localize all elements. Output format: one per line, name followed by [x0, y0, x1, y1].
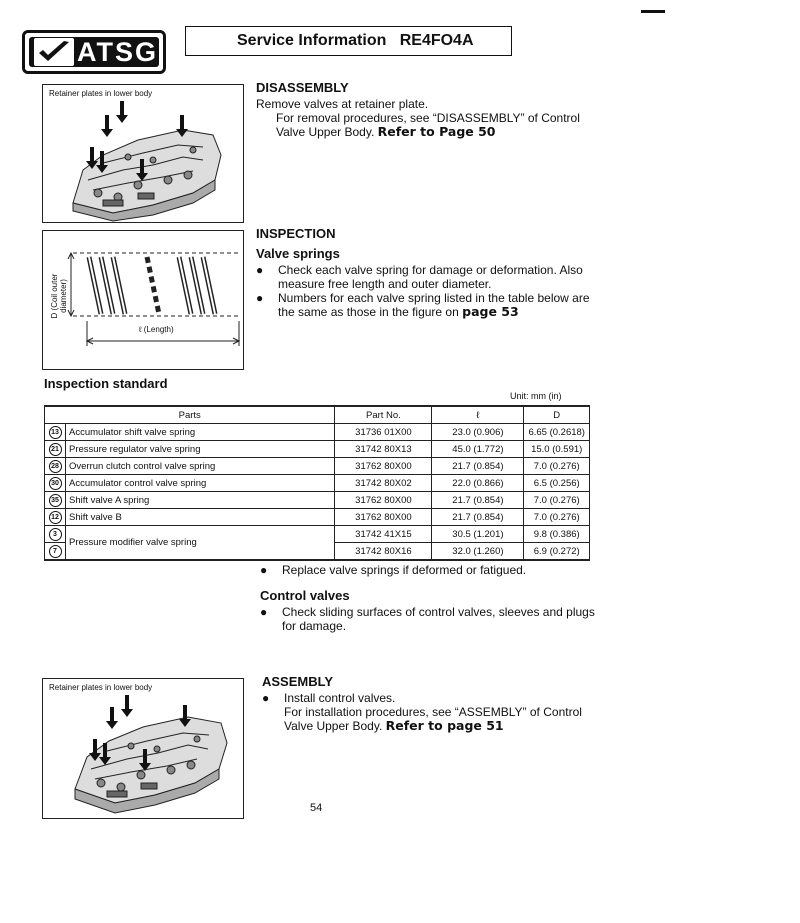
bullet-icon: ●: [260, 605, 268, 619]
disassembly-line1: Remove valves at retainer plate.: [256, 97, 429, 111]
part-name: Pressure regulator valve spring: [66, 441, 335, 458]
length-value: 21.7 (0.854): [432, 509, 524, 526]
valve-body-illustration: [43, 85, 243, 222]
replace-note: ● Replace valve springs if deformed or fatigued.: [260, 563, 527, 577]
part-name: Pressure modifier valve spring: [66, 526, 335, 561]
disassembly-line2: For removal procedures, see “DISASSEMBLY” of Control: [276, 111, 580, 125]
part-number-badge: 28: [49, 460, 62, 473]
part-name: Shift valve B: [66, 509, 335, 526]
length-value: 21.7 (0.854): [432, 458, 524, 475]
atsg-logo: [22, 30, 166, 74]
assembly-bullet: ● Install control valves. For installation procedures, see “ASSEMBLY” of Control Valve Upper Body. Refer to page 51: [262, 691, 582, 733]
assembly-heading: ASSEMBLY: [262, 674, 334, 689]
spring-dimension-figure: [42, 230, 244, 370]
inspection-heading: INSPECTION: [256, 226, 336, 241]
length-value: 30.5 (1.201): [432, 526, 524, 543]
col-header-parts: Parts: [45, 406, 335, 424]
logo-text: ATSG: [77, 36, 158, 67]
col-header-part-no: Part No.: [335, 406, 432, 424]
part-no: 31736 01X00: [335, 424, 432, 441]
diameter-value: 7.0 (0.276): [524, 492, 590, 509]
length-value: 22.0 (0.866): [432, 475, 524, 492]
retainer-plates-figure-bottom: [42, 678, 244, 819]
part-number-badge: 21: [49, 443, 62, 456]
part-name: Accumulator control valve spring: [66, 475, 335, 492]
part-name: Shift valve A spring: [66, 492, 335, 509]
bullet-icon: ●: [256, 263, 264, 277]
part-number-badge: 12: [49, 511, 62, 524]
page-title: Service Information RE4FO4A: [185, 26, 512, 56]
corner-dash: [641, 10, 665, 13]
diameter-value: 6.9 (0.272): [524, 543, 590, 561]
inspection-bullet-2: ● Numbers for each valve spring listed in the table below are the same as those in the figure on page 53: [256, 291, 590, 319]
length-value: 23.0 (0.906): [432, 424, 524, 441]
part-number-badge: 30: [49, 477, 62, 490]
table-row: [45, 492, 590, 509]
figure-caption: Retainer plates in lower body: [49, 683, 153, 692]
table-row: [45, 441, 590, 458]
table-row: [45, 424, 590, 441]
part-number-badge: 13: [49, 426, 62, 439]
inspection-bullet-1: ● Check each valve spring for damage or deformation. Also measure free length and outer diameter.: [256, 263, 583, 291]
retainer-plates-figure-top: [42, 84, 244, 223]
bullet-icon: ●: [260, 563, 268, 577]
checkmark-icon: [33, 37, 75, 67]
diameter-value: 6.5 (0.256): [524, 475, 590, 492]
part-number-badge: 3: [49, 528, 62, 541]
diameter-value: 15.0 (0.591): [524, 441, 590, 458]
disassembly-page-ref: Refer to Page 50: [377, 124, 496, 139]
disassembly-line3: Valve Upper Body.: [276, 125, 375, 139]
inspection-page-ref: page 53: [462, 304, 519, 319]
assembly-page-ref: Refer to page 51: [385, 718, 504, 733]
col-header-diameter: D: [524, 406, 590, 424]
part-no: 31742 80X13: [335, 441, 432, 458]
length-value: 32.0 (1.260): [432, 543, 524, 561]
spring-diagram: [43, 231, 243, 369]
length-value: 21.7 (0.854): [432, 492, 524, 509]
valve-springs-subheading: Valve springs: [256, 246, 340, 261]
part-no: 31762 80X00: [335, 492, 432, 509]
diameter-value: 7.0 (0.276): [524, 458, 590, 475]
coil-diameter-label: D (Coil outer diameter): [50, 273, 68, 319]
part-no: 31742 80X02: [335, 475, 432, 492]
part-no: 31762 80X00: [335, 509, 432, 526]
bullet-icon: ●: [256, 291, 264, 305]
figure-caption: Retainer plates in lower body: [49, 89, 153, 98]
diameter-value: 6.65 (0.2618): [524, 424, 590, 441]
part-no: 31742 41X15: [335, 526, 432, 543]
part-number-badge: 35: [49, 494, 62, 507]
part-no: 31742 80X16: [335, 543, 432, 561]
diameter-value: 7.0 (0.276): [524, 509, 590, 526]
table-row: [45, 526, 590, 543]
part-name: Overrun clutch control valve spring: [66, 458, 335, 475]
page-number: 54: [310, 802, 323, 814]
length-value: 45.0 (1.772): [432, 441, 524, 458]
length-label: ℓ (Length): [139, 325, 174, 334]
part-no: 31762 80X00: [335, 458, 432, 475]
part-number-badge: 7: [49, 545, 62, 558]
disassembly-heading: DISASSEMBLY: [256, 80, 349, 95]
part-name: Accumulator shift valve spring: [66, 424, 335, 441]
table-row: [45, 509, 590, 526]
control-valves-heading: Control valves: [260, 588, 350, 603]
unit-label: Unit: mm (in): [510, 391, 562, 401]
table-row: [45, 475, 590, 492]
valve-body-illustration: [43, 679, 243, 818]
control-valves-bullet: ● Check sliding surfaces of control valves, sleeves and plugs for damage.: [260, 605, 595, 633]
diameter-value: 9.8 (0.386): [524, 526, 590, 543]
col-header-length: ℓ: [432, 406, 524, 424]
inspection-standard-heading: Inspection standard: [44, 376, 168, 391]
bullet-icon: ●: [262, 691, 270, 705]
table-header-row: [45, 406, 590, 424]
table-row: [45, 458, 590, 475]
inspection-standard-table: [44, 405, 590, 561]
